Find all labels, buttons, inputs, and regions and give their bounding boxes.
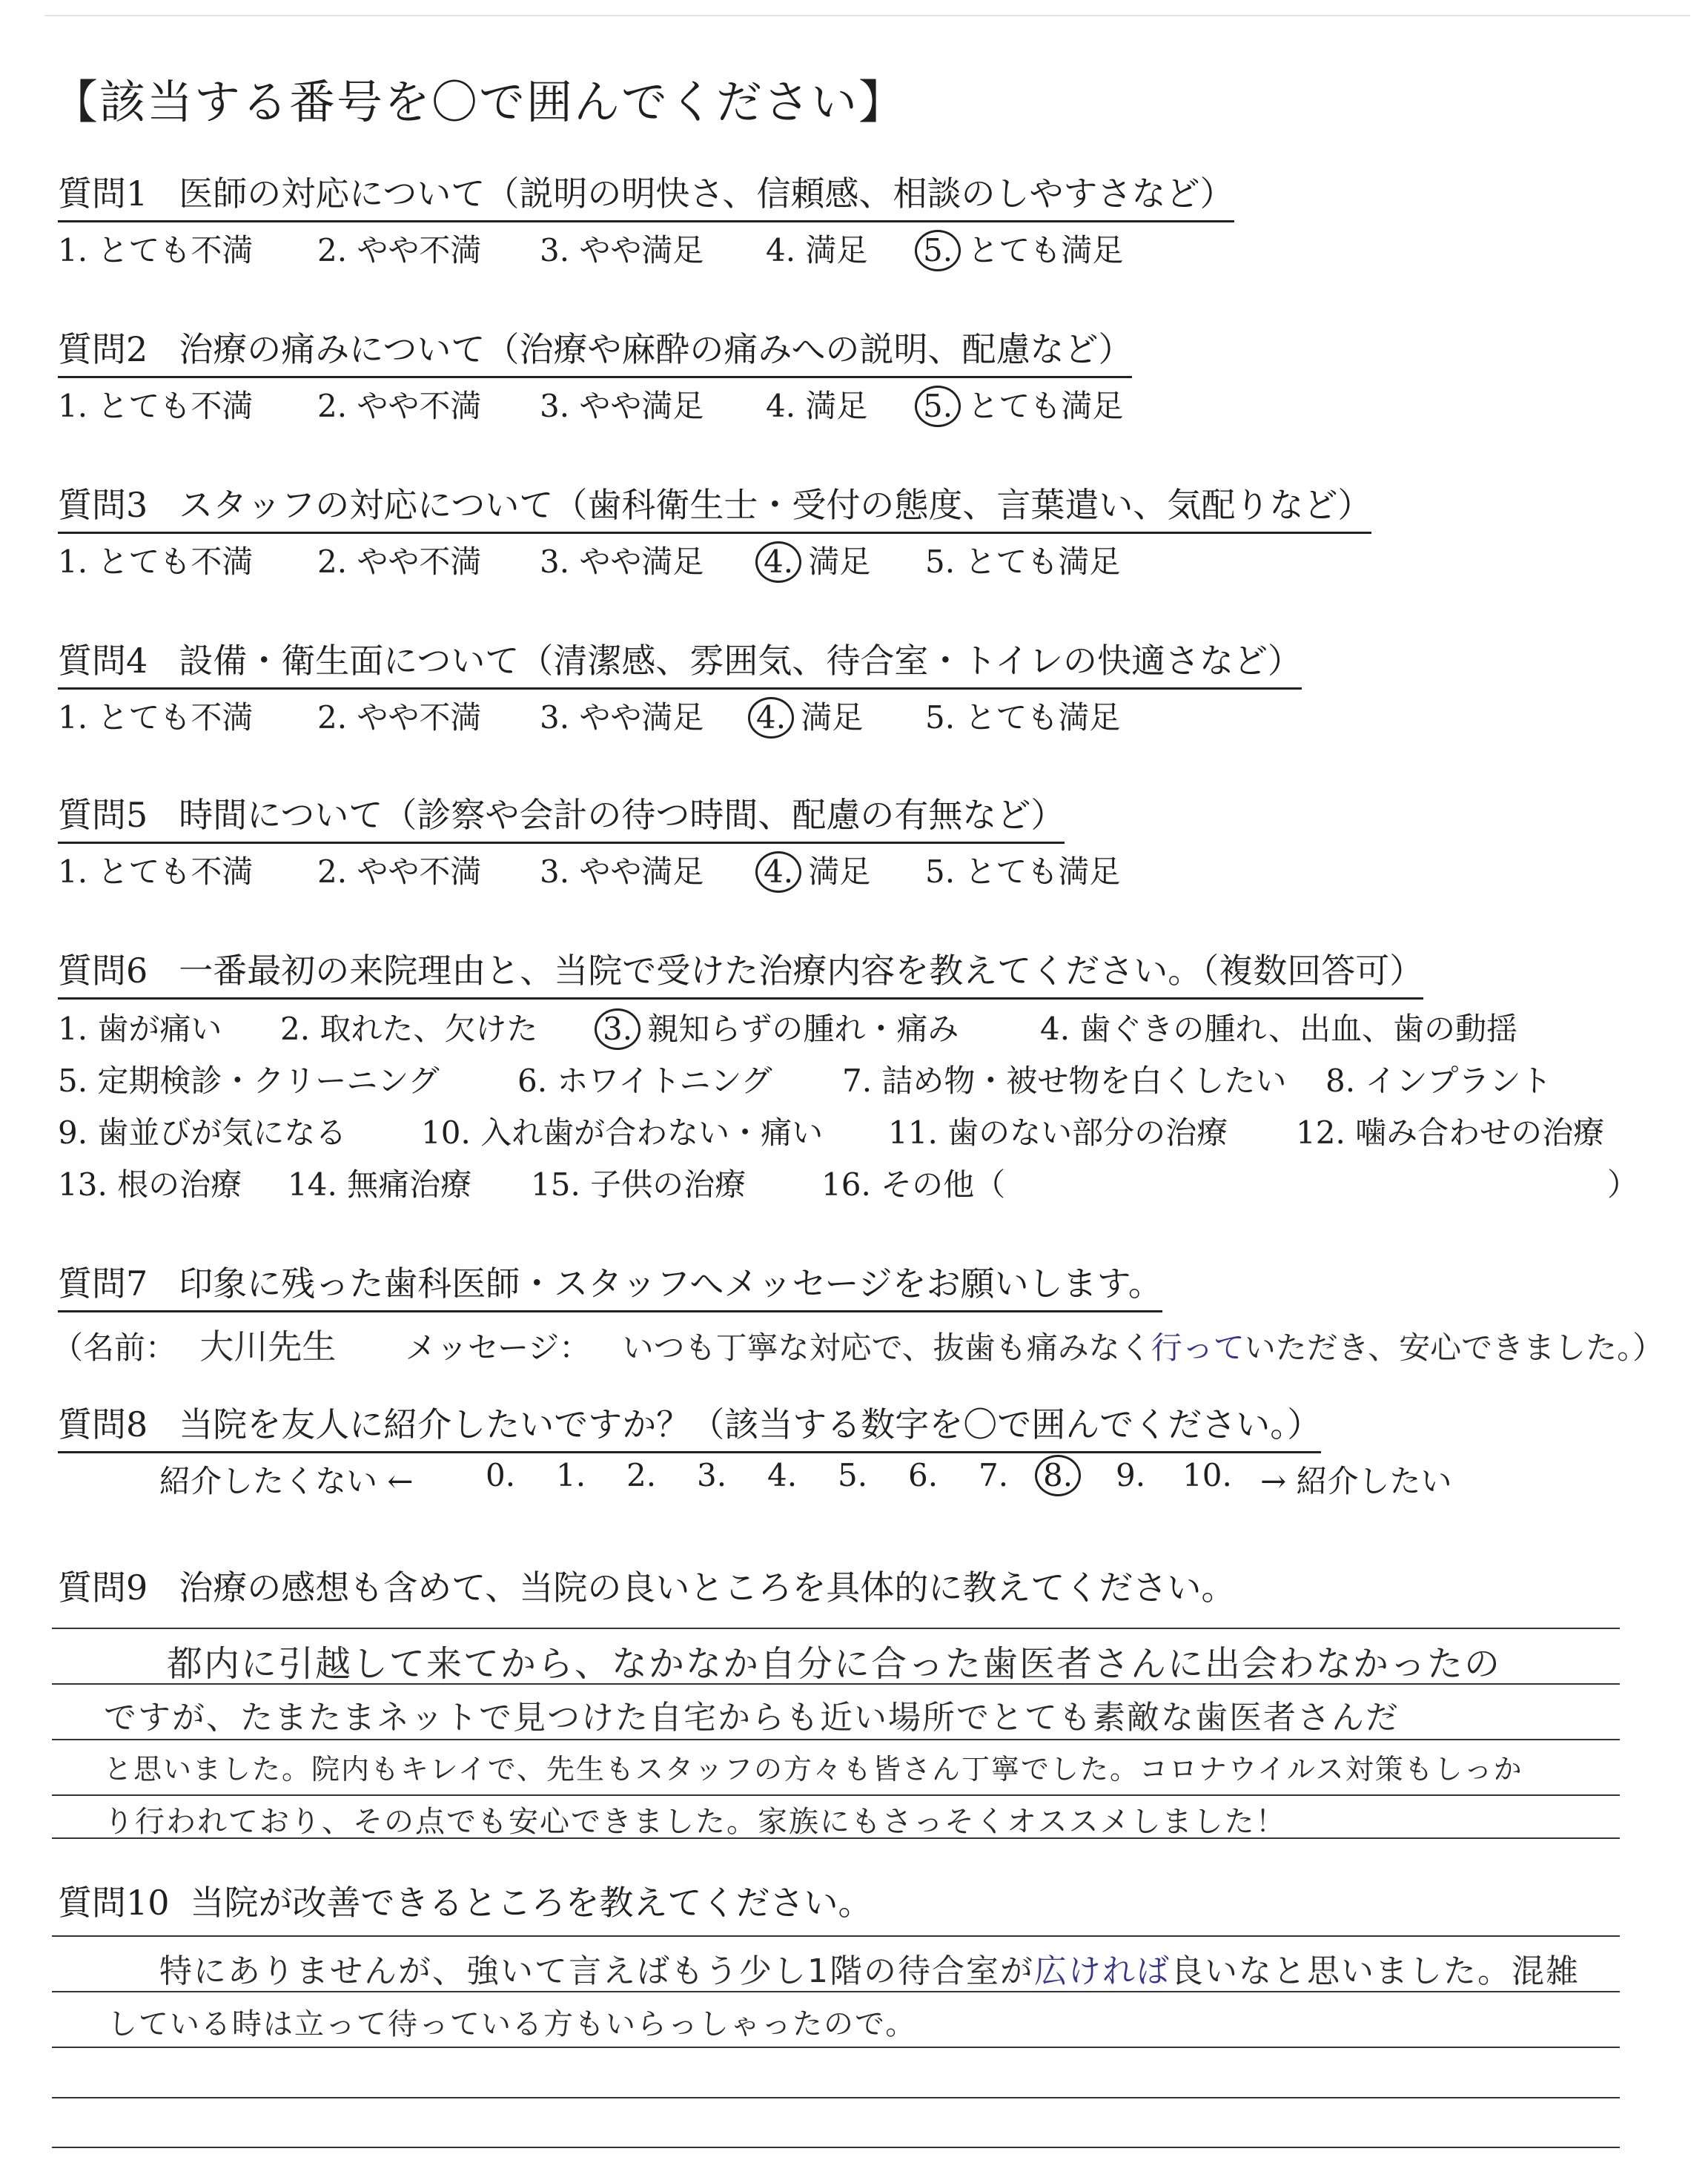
option[interactable]: 7. 詰め物・被せ物を白くしたい — [842, 1063, 1287, 1099]
option[interactable]: 4. 満足 — [766, 388, 868, 424]
ruled-line — [52, 2147, 1620, 2148]
option[interactable]: 2. やや不満 — [317, 699, 482, 736]
option-selected[interactable]: 4. 満足 — [758, 848, 870, 892]
message-text: いつも丁寧な対応で、抜歯も痛みなく行っていただき、安心できました。 — [622, 1330, 1633, 1366]
option-selected[interactable]: 4. 満足 — [758, 538, 870, 582]
top-border — [44, 15, 1690, 16]
option[interactable]: 9. 歯並びが気になる — [58, 1114, 347, 1151]
scale-number[interactable]: 0. — [486, 1457, 516, 1493]
circle-mark: 5. — [915, 230, 961, 271]
question-10-title: 質問10 当院が改善できるところを教えてください。 — [58, 1883, 873, 1923]
question-6 — [58, 944, 1423, 1000]
question-1-title: 質問1 医師の対応について（説明の明快さ、信頼感、相談のしやすさなど） — [58, 167, 1234, 222]
option-selected[interactable]: 3. 親知らずの腫れ・痛み — [598, 1005, 959, 1049]
question-9-title: 質問9 治療の感想も含めて、当院の良いところを具体的に教えてください。 — [58, 1568, 1236, 1608]
scale-number[interactable]: 5. — [838, 1457, 868, 1493]
ruled-line — [52, 2047, 1620, 2048]
question-4 — [58, 634, 1302, 690]
question-4-title: 質問4 設備・衛生面について（清潔感、雰囲気、待合室・トイレの快適さなど） — [58, 634, 1302, 690]
question-7-title: 質問7 印象に残った歯科医師・スタッフへメッセージをお願いします。 — [58, 1257, 1162, 1312]
question-9 — [58, 1561, 1235, 1610]
option[interactable]: 12. 噛み合わせの治療 — [1296, 1114, 1605, 1151]
option[interactable]: 2. やや不満 — [317, 388, 482, 424]
option[interactable]: 1. 歯が痛い — [58, 1011, 222, 1047]
ruled-line — [52, 1739, 1620, 1740]
scale-number[interactable]: 7. — [979, 1457, 1009, 1493]
answer-line[interactable]: している時は立って待っている方もいらっしゃったので。 — [107, 2007, 917, 2041]
option[interactable]: 3. やや満足 — [540, 232, 704, 268]
option[interactable]: 5. とても満足 — [925, 699, 1121, 736]
option[interactable]: 10. 入れ歯が合わない・痛い — [421, 1114, 824, 1151]
option[interactable]: 2. やや不満 — [317, 544, 482, 580]
option[interactable]: 1. とても不満 — [58, 232, 254, 268]
scale-number[interactable]: 6. — [908, 1457, 939, 1493]
option[interactable]: 2. 取れた、欠けた — [280, 1011, 538, 1047]
question-7 — [58, 1257, 1162, 1312]
ruled-line — [52, 1794, 1620, 1796]
answer-line[interactable]: ですが、たまたまネットで見つけた自宅からも近い場所でとても素敵な歯医者さんだ — [104, 1699, 1400, 1737]
option[interactable]: 5. とても満足 — [925, 544, 1121, 580]
question-3-title: 質問3 スタッフの対応について（歯科衛生士・受付の態度、言葉遣い、気配りなど） — [58, 478, 1371, 534]
circle-mark: 5. — [915, 386, 961, 427]
scale-number[interactable]: 4. — [767, 1457, 798, 1493]
question-5-title: 質問5 時間について（診察や会計の待つ時間、配慮の有無など） — [58, 788, 1065, 844]
ruled-line — [52, 1628, 1620, 1629]
option[interactable]: 1. とても不満 — [58, 853, 254, 890]
question-8-title: 質問8 当院を友人に紹介したいですか？（該当する数字を〇で囲んでください。） — [58, 1398, 1321, 1453]
scale-left-label: 紹介したくない ← — [159, 1463, 414, 1499]
scale-number[interactable]: 9. — [1116, 1457, 1146, 1493]
option[interactable]: 4. 歯ぐきの腫れ、出血、歯の動揺 — [1040, 1011, 1517, 1047]
question-1 — [58, 167, 1234, 222]
option[interactable]: 5. 定期検診・クリーニング — [58, 1063, 440, 1099]
circle-mark: 4. — [755, 851, 801, 893]
answer-line[interactable]: 都内に引越して来てから、なかなか自分に合った歯医者さんに出会わなかったの — [167, 1643, 1502, 1685]
scale-number[interactable]: 2. — [626, 1457, 657, 1493]
option[interactable]: 6. ホワイトニング — [517, 1063, 772, 1099]
option-other[interactable]: 16. その他（ — [821, 1166, 1006, 1203]
staff-name: 大川先生 — [199, 1327, 337, 1367]
circle-mark: 8. — [1035, 1455, 1081, 1496]
scale-number[interactable]: 10. — [1182, 1457, 1232, 1493]
option-other-close: ） — [1607, 1166, 1639, 1203]
option[interactable]: 13. 根の治療 — [58, 1166, 242, 1203]
option[interactable]: 1. とても不満 — [58, 388, 254, 424]
question-2 — [58, 323, 1132, 378]
question-8 — [58, 1398, 1321, 1453]
option[interactable]: 4. 満足 — [766, 232, 868, 268]
option[interactable]: 3. やや満足 — [540, 544, 704, 580]
question-2-title: 質問2 治療の痛みについて（治療や麻酔の痛みへの説明、配慮など） — [58, 323, 1132, 378]
option-selected[interactable]: 5. とても満足 — [918, 382, 1123, 426]
option[interactable]: 2. やや不満 — [317, 853, 482, 890]
option[interactable]: 3. やや満足 — [540, 853, 704, 890]
scale-number-selected[interactable] — [1038, 1457, 1078, 1493]
question-10 — [58, 1876, 873, 1925]
option[interactable]: 1. とても不満 — [58, 699, 254, 736]
question-7-answer[interactable]: （名前： 大川先生 メッセージ： いつも丁寧な対応で、抜歯も痛みなく行っていただき、安心できました。） — [52, 1327, 1664, 1367]
page-title: 【該当する番号を〇で囲んでください】 — [52, 75, 907, 129]
option[interactable]: 8. インプラント — [1325, 1063, 1552, 1099]
option[interactable]: 2. やや不満 — [317, 232, 482, 268]
question-5 — [58, 788, 1065, 844]
answer-line[interactable]: と思いました。院内もキレイで、先生もスタッフの方々も皆さん丁寧でした。コロナウイルス対策もしっか — [104, 1753, 1523, 1786]
option[interactable]: 11. 歯のない部分の治療 — [888, 1114, 1228, 1151]
option[interactable]: 5. とても満足 — [925, 853, 1121, 890]
circle-mark: 4. — [748, 697, 794, 739]
ruled-line — [52, 2097, 1620, 2098]
option-selected[interactable]: 5. とても満足 — [918, 226, 1123, 271]
ruled-line — [52, 1935, 1620, 1937]
circle-mark: 3. — [595, 1008, 640, 1050]
scale-right-label: → 紹介したい — [1260, 1463, 1452, 1499]
scale-number[interactable]: 3. — [697, 1457, 727, 1493]
circle-mark: 4. — [755, 541, 801, 583]
option[interactable]: 14. 無痛治療 — [288, 1166, 472, 1203]
scale-number[interactable]: 1. — [556, 1457, 586, 1493]
question-6-title: 質問6 一番最初の来院理由と、当院で受けた治療内容を教えてください。（複数回答可） — [58, 944, 1423, 1000]
answer-line[interactable]: り行われており、その点でも安心できました。家族にもさっそくオススメしました！ — [104, 1805, 1287, 1839]
answer-line[interactable]: 特にありませんが、強いて言えばもう少し1階の待合室が広ければ良いなと思いました。混雑 — [159, 1952, 1580, 1990]
option[interactable]: 3. やや満足 — [540, 699, 704, 736]
question-3 — [58, 478, 1371, 534]
option-selected[interactable]: 4. 満足 — [751, 693, 863, 738]
option[interactable]: 15. 子供の治療 — [531, 1166, 747, 1203]
option[interactable]: 1. とても不満 — [58, 544, 254, 580]
option[interactable]: 3. やや満足 — [540, 388, 704, 424]
